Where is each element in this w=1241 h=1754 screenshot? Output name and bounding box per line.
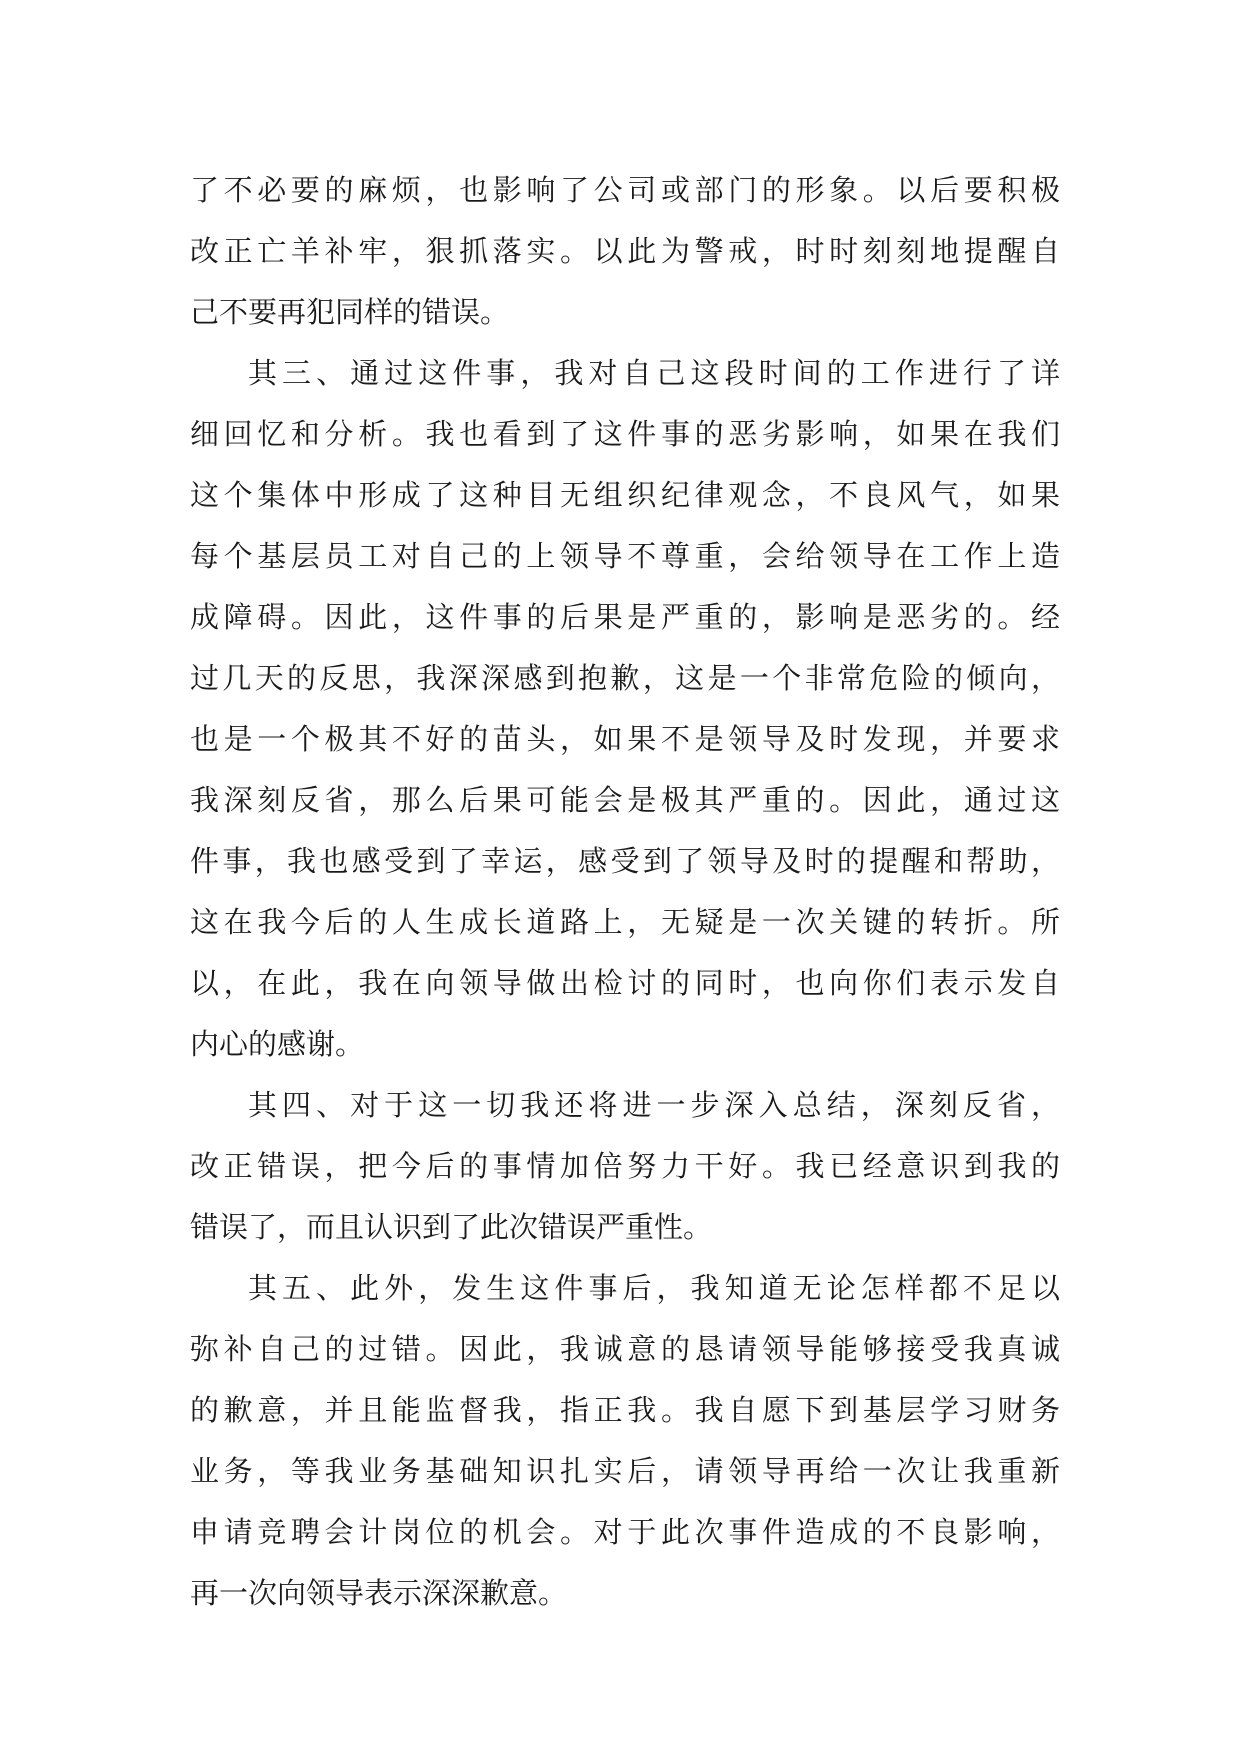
text-line: 也是一个极其不好的苗头，如果不是领导及时发现，并要求	[190, 722, 1060, 756]
text-line: 细回忆和分析。我也看到了这件事的恶劣影响，如果在我们	[190, 417, 1060, 451]
text-line: 改正错误，把今后的事情加倍努力干好。我已经意识到我的	[190, 1149, 1060, 1183]
text-line: 再一次向领导表示深深歉意。	[190, 1576, 568, 1610]
document-body	[190, 160, 1060, 1624]
text-line: 成障碍。因此，这件事的后果是严重的，影响是恶劣的。经	[190, 600, 1060, 634]
paragraph	[190, 343, 1060, 1075]
text-line: 申请竞聘会计岗位的机会。对于此次事件造成的不良影响，	[190, 1515, 1060, 1549]
text-line: 这在我今后的人生成长道路上，无疑是一次关键的转折。所	[190, 905, 1060, 939]
text-line: 其四、对于这一切我还将进一步深入总结，深刻反省，	[248, 1088, 1060, 1122]
text-line: 错误了，而且认识到了此次错误严重性。	[190, 1210, 713, 1244]
paragraph	[190, 1258, 1060, 1624]
text-line: 弥补自己的过错。因此，我诚意的恳请领导能够接受我真诚	[190, 1332, 1060, 1366]
paragraph	[190, 1075, 1060, 1258]
paragraph	[190, 160, 1060, 343]
text-line: 其五、此外，发生这件事后，我知道无论怎样都不足以	[248, 1271, 1060, 1305]
text-line: 每个基层员工对自己的上领导不尊重，会给领导在工作上造	[190, 539, 1060, 573]
text-line: 的歉意，并且能监督我，指正我。我自愿下到基层学习财务	[190, 1393, 1060, 1427]
text-line: 过几天的反思，我深深感到抱歉，这是一个非常危险的倾向，	[190, 661, 1060, 695]
text-line: 己不要再犯同样的错误。	[190, 295, 510, 329]
text-line: 以，在此，我在向领导做出检讨的同时，也向你们表示发自	[190, 966, 1060, 1000]
text-line: 其三、通过这件事，我对自己这段时间的工作进行了详	[248, 356, 1060, 390]
text-line: 内心的感谢。	[190, 1027, 365, 1061]
text-line: 我深刻反省，那么后果可能会是极其严重的。因此，通过这	[190, 783, 1060, 817]
text-line: 了不必要的麻烦，也影响了公司或部门的形象。以后要积极	[190, 173, 1060, 207]
text-line: 件事，我也感受到了幸运，感受到了领导及时的提醒和帮助，	[190, 844, 1060, 878]
text-line: 这个集体中形成了这种目无组织纪律观念，不良风气，如果	[190, 478, 1060, 512]
text-line: 业务，等我业务基础知识扎实后，请领导再给一次让我重新	[190, 1454, 1060, 1488]
text-line: 改正亡羊补牢，狠抓落实。以此为警戒，时时刻刻地提醒自	[190, 234, 1060, 268]
